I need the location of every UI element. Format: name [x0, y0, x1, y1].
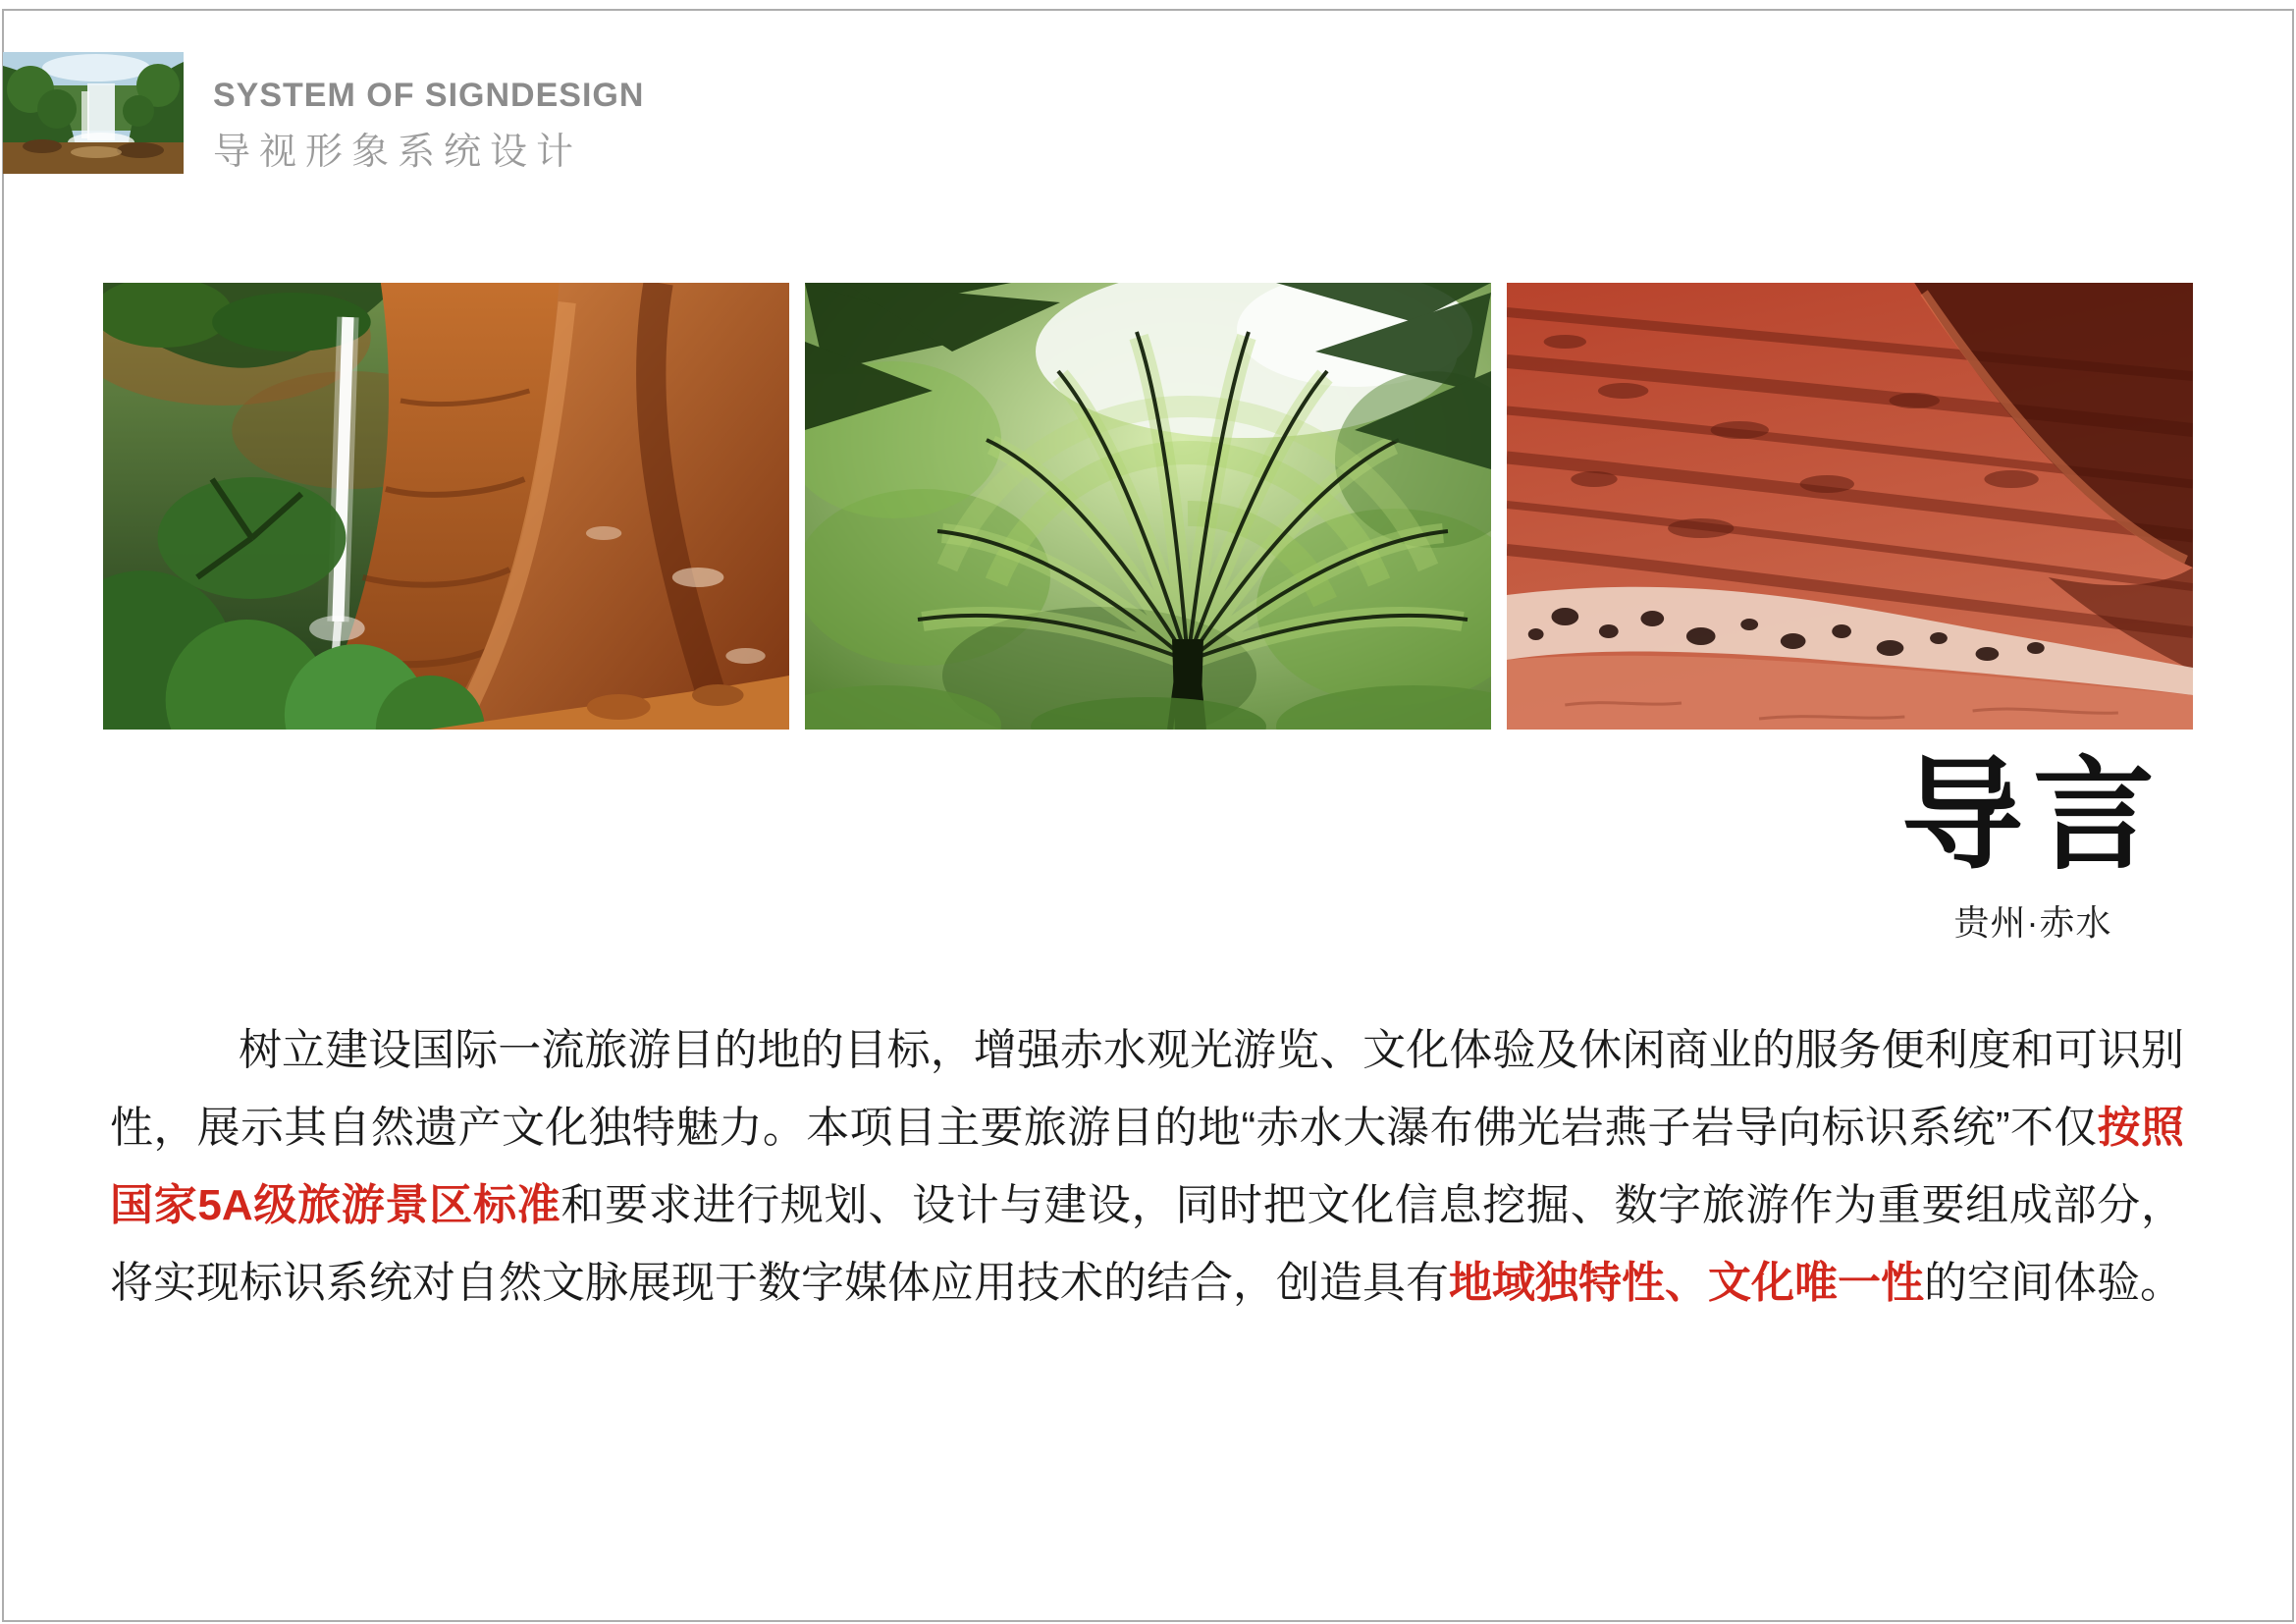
photo-red-rock-texture [1507, 283, 2193, 730]
paragraph-segment: 树立建设国际一流旅游目的地的目标，增强赤水观光游览、文化体验及休闲商业的服务便利度和可识别性，展示其自然遗产文化独特魅力。本项目主要旅游目的地“赤水大瀑布佛光岩燕子岩导向标识系统”不仅 [110, 1026, 2184, 1152]
brand-block [213, 77, 644, 175]
page-title: 导言 [1900, 748, 2164, 884]
photo-red-cliff-waterfall [103, 283, 789, 730]
photo-tree-fern [805, 283, 1491, 730]
photo-strip [103, 283, 2193, 730]
brand-title-chinese: 导视形象系统设计 [213, 130, 583, 173]
logo-waterfall-photo [3, 52, 184, 174]
brand-title-english: SYSTEM OF SIGNDESIGN [213, 77, 645, 114]
paragraph-segment: 的空间体验。 [1924, 1259, 2183, 1307]
page-subtitle: 贵州·赤水 [1953, 902, 2112, 944]
paragraph-segment: 和要求进行规划、设计与建设，同时把文化信息挖掘、数字旅游作为重要组成部分，将实现标识系统对自然文脉展现于数字媒体应用技术的结合，创造具有 [110, 1181, 2185, 1307]
paragraph-highlight-5a-standard: 按照国家5A级旅游景区标准 [110, 1104, 2184, 1229]
intro-title-block [1900, 748, 2164, 946]
paragraph-highlight-uniqueness: 地域独特性、文化唯一性 [1449, 1259, 1924, 1307]
intro-paragraph [110, 1011, 2184, 1322]
